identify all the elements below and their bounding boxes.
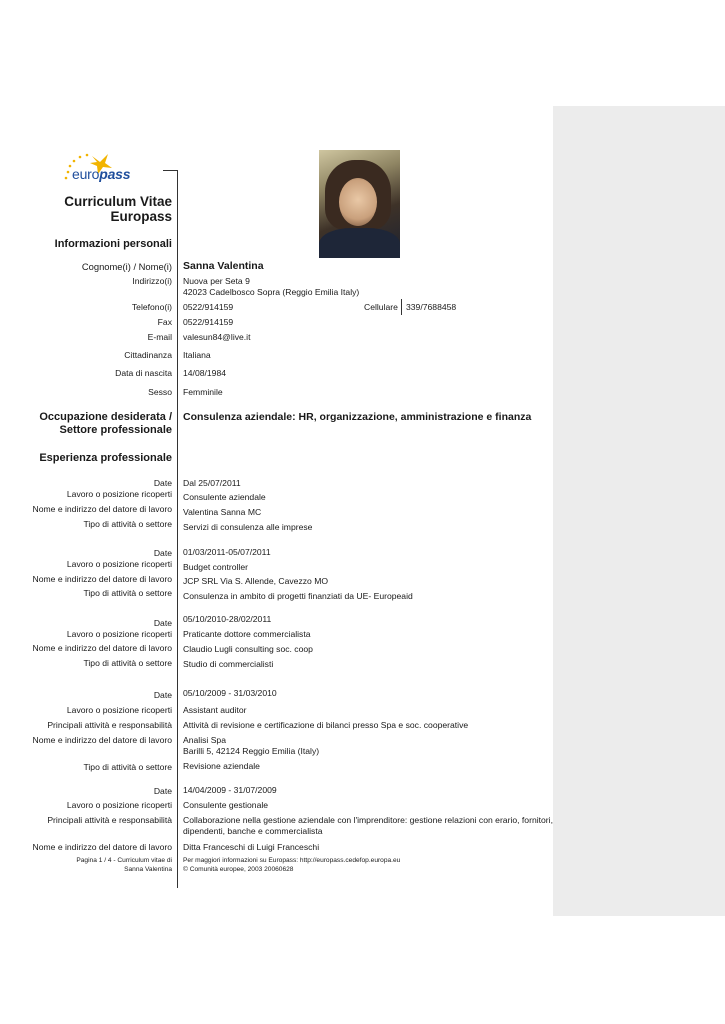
job3-employer: Claudio Lugli consulting soc. coop [183,644,313,654]
name-label: Cognome(i) / Nome(i) [81,261,172,272]
job2-employer-label: Nome e indirizzo del datore di lavoro [32,574,172,584]
job3-role: Praticante dottore commercialista [183,629,311,639]
job4-sector: Revisione aziendale [183,761,260,771]
birthdate-label: Data di nascita [115,368,172,378]
europass-wordmark: europass [72,166,131,182]
right-gray-panel [553,106,725,916]
job2-sector-label: Tipo di attività o settore [83,588,172,598]
job1-sector-label: Tipo di attività o settore [83,519,172,529]
citizenship-label: Cittadinanza [124,350,172,360]
job4-activities: Attività di revisione e certificazione di bilanci presso Spa e soc. cooperative [183,720,469,730]
job5-role: Consulente gestionale [183,800,269,810]
fax-value: 0522/914159 [183,317,234,327]
sex-value: Femminile [183,387,223,397]
job4-role: Assistant auditor [183,705,247,715]
phone-value: 0522/914159 [183,302,234,312]
sex-label: Sesso [148,387,172,397]
job5-date: 14/04/2009 - 31/07/2009 [183,785,277,795]
job1-role-label: Lavoro o posizione ricoperti [66,489,172,499]
section-desired-occupation: Occupazione desiderata / Settore professionale [39,411,172,436]
job5-date-label: Date [153,786,172,796]
job3-sector: Studio di commercialisti [183,659,274,669]
mobile-value: 339/7688458 [406,302,457,312]
job1-sector: Servizi di consulenza alle imprese [183,522,313,532]
page-footer-left: Pagina 1 / 4 - Curriculum vitae di Sanna Valentina [76,857,172,873]
job3-sector-label: Tipo di attività o settore [83,658,172,668]
job3-date: 05/10/2010-28/02/2011 [183,614,272,624]
job3-employer-label: Nome e indirizzo del datore di lavoro [32,643,172,653]
section-experience: Esperienza professionale [39,452,172,464]
email-label: E-mail [147,332,172,342]
job2-employer: JCP SRL Via S. Allende, Cavezzo MO [183,576,329,586]
job3-date-label: Date [153,618,172,628]
mobile-label: Cellulare [364,302,398,312]
citizenship-value: Italiana [183,350,211,360]
job4-activities-label: Principali attività e responsabilità [47,720,172,730]
job5-activities-label: Principali attività e responsabilità [47,815,172,825]
job4-role-label: Lavoro o posizione ricoperti [66,705,172,715]
job2-role-label: Lavoro o posizione ricoperti [66,559,172,569]
fax-label: Fax [157,317,172,327]
job4-employer-line-2: Barilli 5, 42124 Reggio Emilia (Italy) [183,746,320,756]
job3-role-label: Lavoro o posizione ricoperti [66,629,172,639]
job4-employer-line-1: Analisi Spa [183,735,226,745]
birthdate-value: 14/08/1984 [183,368,227,378]
address-line-2: 42023 Cadelbosco Sopra (Reggio Emilia Italy) [183,287,360,297]
job5-employer: Ditta Franceschi di Luigi Franceschi [183,842,320,852]
job5-activities-line-2: dipendenti, banche e commercialista [183,826,323,836]
mobile-divider [401,299,402,315]
document-title: Curriculum Vitae Europass [64,194,172,224]
job1-employer: Valentina Sanna MC [183,507,262,517]
job2-sector: Consulenza in ambito di progetti finanziati da UE- Europeaid [183,591,413,601]
job1-date-label: Date [153,478,172,488]
job4-employer-label: Nome e indirizzo del datore di lavoro [32,735,172,745]
page-footer-right: Per maggiori informazioni su Europass: http://europass.cedefop.europa.eu © Comunità europee, 2003 20060628 [183,857,401,873]
europass-logo [64,150,134,186]
job1-role: Consulente aziendale [183,492,266,502]
desired-occupation-value: Consulenza aziendale: HR, organizzazione, amministrazione e finanza [183,411,532,423]
header-rule [163,170,178,171]
job2-role: Budget controller [183,562,248,572]
job5-activities-line-1: Collaborazione nella gestione aziendale con l'imprenditore: gestione relazioni con erario, fornitori, [183,815,553,825]
job2-date: 01/03/2011-05/07/2011 [183,547,271,557]
address-line-1: Nuova per Seta 9 [183,276,250,286]
job4-sector-label: Tipo di attività o settore [83,762,172,772]
job1-employer-label: Nome e indirizzo del datore di lavoro [32,504,172,514]
address-label: Indirizzo(i) [132,276,172,286]
phone-label: Telefono(i) [131,302,172,312]
job4-date: 05/10/2009 - 31/03/2010 [183,688,277,698]
job2-date-label: Date [153,548,172,558]
job4-date-label: Date [153,690,172,700]
column-divider [177,170,178,888]
full-name: Sanna Valentina [183,260,264,272]
section-personal-info: Informazioni personali [54,238,172,250]
job1-date: Dal 25/07/2011 [183,478,241,488]
profile-photo [319,150,400,258]
job5-role-label: Lavoro o posizione ricoperti [66,800,172,810]
email-value: valesun84@live.it [183,332,251,342]
job5-employer-label: Nome e indirizzo del datore di lavoro [32,842,172,852]
